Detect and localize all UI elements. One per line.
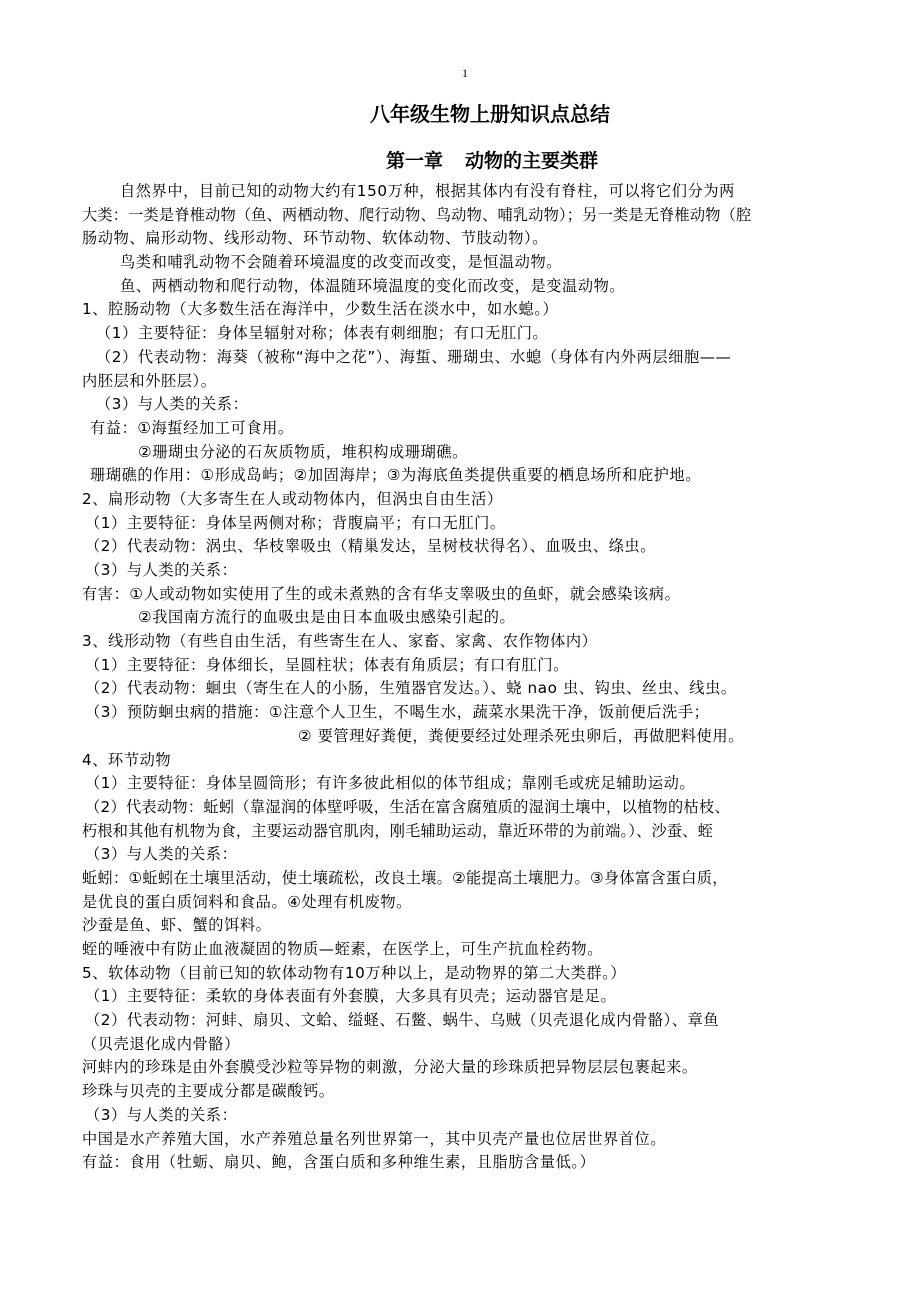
- list-item: （2）代表动物：海葵（被称“海中之花”）、海蜇、珊瑚虫、水螅（身体有内外两层细胞——: [96, 347, 732, 366]
- chapter-number: 第一章: [385, 150, 443, 172]
- paragraph-line: ②珊瑚虫分泌的石灰质物质，堆积构成珊瑚礁。: [138, 442, 468, 461]
- list-item: （3）预防蛔虫病的措施：①注意个人卫生，不喝生水，蔬菜水果洗干净，饭前便后洗手；: [85, 703, 710, 722]
- section-heading: 1、腔肠动物（大多数生活在海洋中，少数生活在淡水中，如水螅。）: [82, 300, 559, 319]
- section-heading: 3、线形动物（有些自由生活，有些寄生在人、家畜、家禽、农作物体内）: [82, 632, 598, 651]
- list-item-continuation: （贝壳退化成内骨骼）: [82, 1034, 240, 1053]
- list-item: （3）与人类的关系：: [85, 1105, 238, 1124]
- paragraph-line: 大类：一类是脊椎动物（鱼、两栖动物、爬行动物、鸟动物、哺乳动物）；另一类是无脊椎动物（腔: [82, 205, 752, 224]
- paragraph-line: 珊瑚礁的作用：①形成岛屿；②加固海岸；③为海底鱼类提供重要的栖息场所和庇护地。: [90, 466, 701, 485]
- list-item: （3）与人类的关系：: [96, 395, 249, 414]
- paragraph-line: 中国是水产养殖大国，水产养殖总量名列世界第一，其中贝壳产量也位居世界首位。: [82, 1129, 667, 1148]
- paragraph-line: 蛭的唾液中有防止血液凝固的物质—蛭素，在医学上，可生产抗血栓药物。: [82, 940, 603, 958]
- list-item-continuation: 内胚层和外胚层）。: [82, 371, 217, 390]
- chapter-heading: [32, 146, 920, 173]
- section-heading: 5、软体动物（目前已知的软体动物有10万种以上，是动物界的第二大类群。）: [82, 963, 627, 982]
- list-item: （2）代表动物：河蚌、扇贝、文蛤、缢蛏、石鳖、蜗牛、乌贼（贝壳退化成内骨骼）、章鱼: [85, 1011, 720, 1030]
- list-item: （2）代表动物：蚯蚓（靠湿润的体壁呼吸，生活在富含腐殖质的湿润土壤中，以植物的枯枝、: [85, 797, 730, 816]
- list-item: （1）主要特征：柔软的身体表面有外套膜，大多具有贝壳；运动器官是足。: [85, 987, 617, 1006]
- paragraph-line: ② 要管理好粪便，粪便要经过处理杀死虫卵后，再做肥料使用。: [298, 726, 744, 745]
- list-item: （3）与人类的关系：: [85, 845, 238, 864]
- paragraph-line: 有益：食用（牡蛎、扇贝、鲍，含蛋白质和多种维生素，且脂肪含量低。）: [82, 1153, 596, 1172]
- paragraph-line: 肠动物、扁形动物、线形动物、环节动物、软体动物、节肢动物）。: [82, 229, 549, 248]
- paragraph-line: 沙蚕是鱼、虾、蟹的饵料。: [82, 916, 272, 935]
- section-heading: 4、环节动物: [82, 750, 172, 769]
- list-item-continuation: 朽根和其他有机物为食，主要运动器官肌肉，刚毛辅助运动，靠近环带的为前端。）、沙蚕、蛭: [82, 821, 714, 840]
- paragraph-line: 有害：①人或动物如实使用了生的或未煮熟的含有华支睾吸虫的鱼虾，就会感染该病。: [82, 584, 681, 603]
- paragraph-line: 自然界中，目前已知的动物大约有150万种，根据其体内有没有脊柱，可以将它们分为两: [120, 182, 735, 200]
- paragraph-line: 是优良的蛋白质饲料和食品。④处理有机废物。: [82, 892, 412, 911]
- list-item: （3）与人类的关系：: [85, 561, 238, 579]
- paragraph-line: ②我国南方流行的血吸虫是由日本血吸虫感染引起的。: [138, 608, 516, 627]
- chapter-name: 动物的主要类群: [465, 150, 599, 172]
- paragraph-line: 珍珠与贝壳的主要成分都是碳酸钙。: [82, 1082, 335, 1101]
- paragraph-line: 蚯蚓：①蚯蚓在土壤里活动，使土壤疏松，改良土壤。②能提高土壤肥力。③身体富含蛋白质，: [82, 868, 728, 887]
- list-item: （1）主要特征：身体呈圆筒形；有许多彼此相似的体节组成；靠刚毛或疣足辅助运动。: [85, 774, 696, 793]
- paragraph-line: 鱼、两栖动物和爬行动物，体温随环境温度的变化而改变，是变温动物。: [120, 276, 626, 295]
- list-item: （1）主要特征：身体呈辐射对称；体表有刺细胞；有口无肛门。: [96, 324, 549, 343]
- section-heading: 2、扁形动物（大多寄生在人或动物体内，但涡虫自由生活）: [82, 489, 503, 508]
- list-item: （1）主要特征：身体细长，呈圆柱状；体表有角质层；有口有肛门。: [85, 655, 569, 674]
- page-number: 1: [462, 66, 468, 80]
- document-body: [82, 180, 857, 1175]
- list-item: （1）主要特征：身体呈两侧对称；背腹扁平；有口无肛门。: [85, 513, 506, 532]
- list-item: （2）代表动物：涡虫、华枝睾吸虫（精巢发达，呈树枝状得名）、血吸虫、绦虫。: [85, 537, 657, 556]
- paragraph-line: 鸟类和哺乳动物不会随着环境温度的改变而改变，是恒温动物。: [120, 253, 563, 272]
- paragraph-line: 河蚌内的珍珠是由外套膜受沙粒等异物的刺激，分泌大量的珍珠质把异物层层包裹起来。: [82, 1058, 698, 1077]
- paragraph-line: 有益：①海蜇经加工可食用。: [90, 418, 294, 437]
- list-item: （2）代表动物：蛔虫（寄生在人的小肠，生殖器官发达。）、蛲 nao 虫、钩虫、丝虫、线虫。: [85, 679, 737, 698]
- document-title: 八年级生物上册知识点总结: [370, 102, 610, 126]
